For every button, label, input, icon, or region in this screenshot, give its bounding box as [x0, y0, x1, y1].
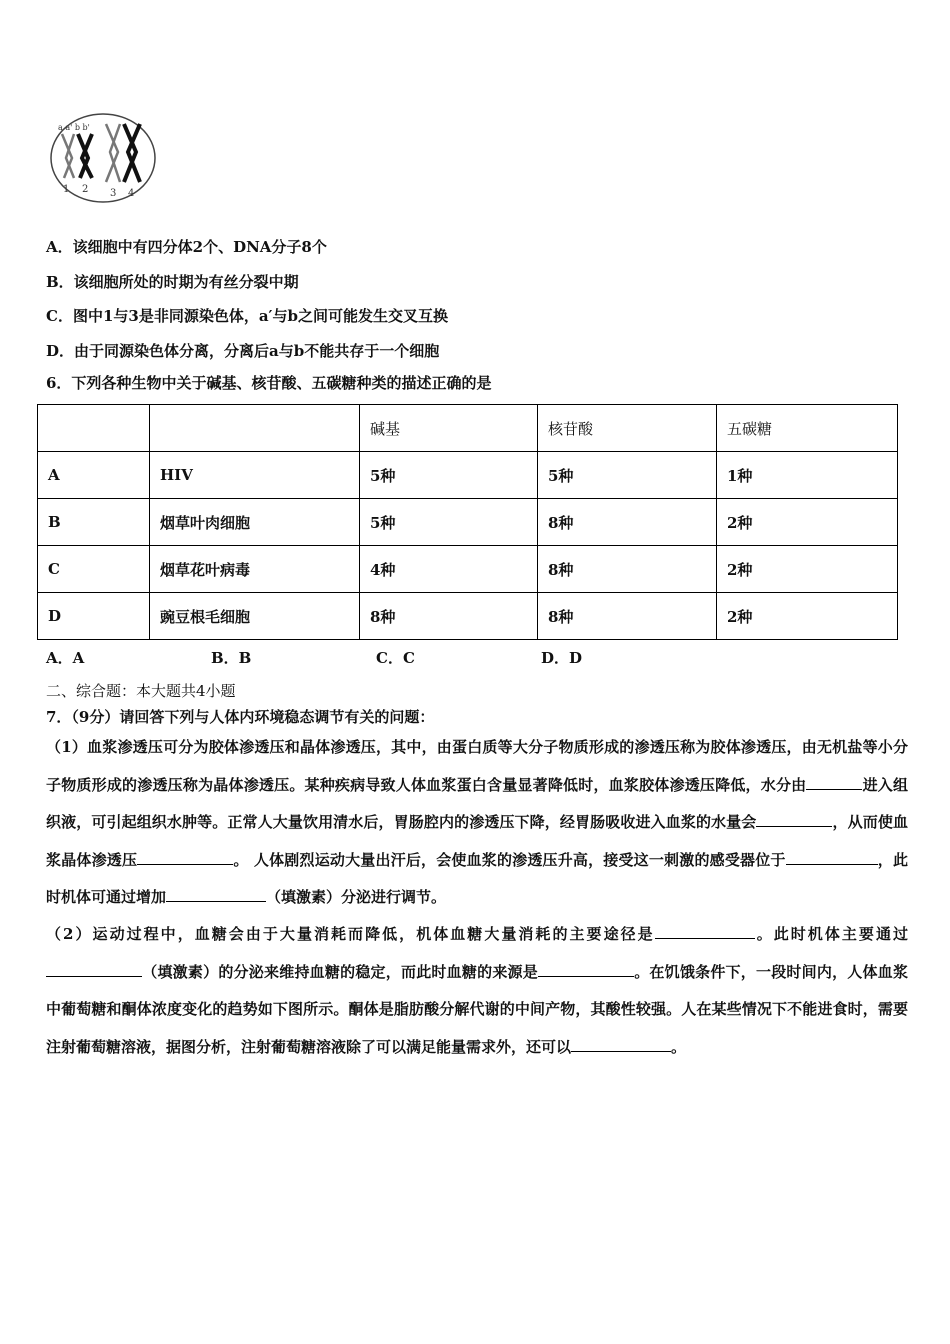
answer-blank[interactable] — [137, 849, 233, 865]
q6-option-b: B．B — [211, 649, 252, 667]
q5-option-a: A．该细胞中有四分体2个、DNA分子8个 — [46, 238, 327, 256]
q7-stem: 7．（9分）请回答下列与人体内环境稳态调节有关的问题： — [46, 708, 435, 726]
table-cell: 5种 — [360, 499, 538, 546]
table-header-cell: 五碳糖 — [717, 405, 898, 452]
table-header-row — [38, 405, 898, 452]
table-cell: 2种 — [717, 593, 898, 640]
table-cell: HIV — [150, 452, 360, 499]
table-header-cell: 核苷酸 — [538, 405, 717, 452]
chromosome-1 — [62, 134, 74, 178]
q5-option-c: C．图中1与3是非同源染色体，a′与b之间可能发生交叉互换 — [46, 307, 448, 325]
q5-option-b: B．该细胞所处的时期为有丝分裂中期 — [46, 273, 299, 291]
q5-option-d: D．由于同源染色体分离，分离后a与b不能共存于一个细胞 — [46, 342, 440, 360]
answer-blank[interactable] — [806, 774, 862, 790]
q7-p1-text: （1）血浆渗透压可分为胶体渗透压和晶体渗透压，其中，由蛋白质等大分子物质形成的渗透压称为胶体渗透压，由无机盐等小分子物质形成的渗透压称为晶体渗透压。某种疾病导致人体血浆蛋白含量显著降低时，血浆胶体渗透压降低，水分由 — [46, 738, 908, 794]
cell-chromosome-figure — [48, 112, 158, 204]
table-row — [38, 499, 898, 546]
table-cell: 2种 — [717, 546, 898, 593]
section-title: 二、综合题：本大题共4小题 — [46, 682, 236, 700]
q7-p2-text: （2）运动过程中，血糖会由于大量消耗而降低，机体血糖大量消耗的主要途径是 — [46, 925, 655, 943]
table-header-cell — [38, 405, 150, 452]
table-cell: 4种 — [360, 546, 538, 593]
label-1: 1 — [63, 184, 70, 195]
table-row — [38, 452, 898, 499]
q7-p1-text: ，此时机体可通过增加 — [46, 850, 908, 906]
answer-blank[interactable] — [756, 811, 832, 827]
table-cell: D — [38, 593, 150, 640]
q7-p2-text: 。 — [671, 1037, 687, 1056]
table-cell: 1种 — [717, 452, 898, 499]
q6-option-d: D．D — [541, 649, 583, 667]
answer-blank[interactable] — [786, 849, 878, 865]
q7-p2-text: 。此时机体主要通过 — [754, 925, 908, 943]
chromosome-3 — [106, 124, 120, 182]
table-cell: A — [38, 452, 150, 499]
q7-p2-text: （填激素）的分泌来维持血糖的稳定，而此时血糖的来源是 — [142, 962, 538, 981]
table-cell: 8种 — [538, 593, 717, 640]
table-header-cell: 碱基 — [360, 405, 538, 452]
chromosome-4 — [124, 124, 140, 182]
answer-blank[interactable] — [166, 886, 266, 902]
q7-p1-text: ，从而使血浆晶体渗透压 — [46, 813, 908, 869]
answer-blank[interactable] — [46, 961, 142, 977]
table-header-cell — [150, 405, 360, 452]
answer-blank[interactable] — [538, 961, 634, 977]
table-cell: C — [38, 546, 150, 593]
table-row — [38, 546, 898, 593]
table-cell: 烟草花叶病毒 — [150, 546, 360, 593]
q7-p1-text: 进入组织液，可引起组织水肿等。正常人大量饮用清水后，胃肠腔内的渗透压下降，经胃肠吸收进入血浆的水量会 — [46, 775, 908, 831]
table-cell: 8种 — [360, 593, 538, 640]
label-3: 3 — [110, 188, 117, 199]
q7-part2 — [46, 916, 908, 1066]
table-cell: B — [38, 499, 150, 546]
q7-p2-text: 。在饥饿条件下，一段时间内，人体血浆中葡萄糖和酮体浓度变化的趋势如下图所示。酮体是脂肪酸分解代谢的中间产物，其酸性较强。人在某些情况下不能进食时，需要注射葡萄糖溶液，据图分析，注射葡萄糖溶液除了可以满足能量需求外，还可以 — [46, 962, 908, 1056]
answer-blank[interactable] — [571, 1036, 671, 1052]
table-cell: 2种 — [717, 499, 898, 546]
q7-p1-text: 。 人体剧烈运动大量出汗后，会使血浆的渗透压升高，接受这一刺激的感受器位于 — [233, 850, 786, 869]
table-cell: 8种 — [538, 499, 717, 546]
table-cell: 8种 — [538, 546, 717, 593]
q6-table — [37, 404, 898, 640]
table-cell: 5种 — [538, 452, 717, 499]
label-4: 4 — [128, 188, 135, 199]
table-row — [38, 593, 898, 640]
q6-option-c: C．C — [376, 649, 415, 667]
q6-stem: 6．下列各种生物中关于碱基、核苷酸、五碳糖种类的描述正确的是 — [46, 374, 492, 392]
table-cell: 烟草叶肉细胞 — [150, 499, 360, 546]
q6-options — [46, 647, 706, 668]
table-cell: 豌豆根毛细胞 — [150, 593, 360, 640]
chromosome-2 — [78, 134, 92, 178]
q6-option-a: A．A — [46, 649, 85, 667]
allele-labels: a a' b b' — [58, 123, 90, 132]
answer-blank[interactable] — [655, 923, 755, 939]
q7-part1 — [46, 729, 908, 917]
q7-p1-text: （填激素）分泌进行调节。 — [266, 888, 447, 906]
label-2: 2 — [82, 184, 89, 195]
table-cell: 5种 — [360, 452, 538, 499]
